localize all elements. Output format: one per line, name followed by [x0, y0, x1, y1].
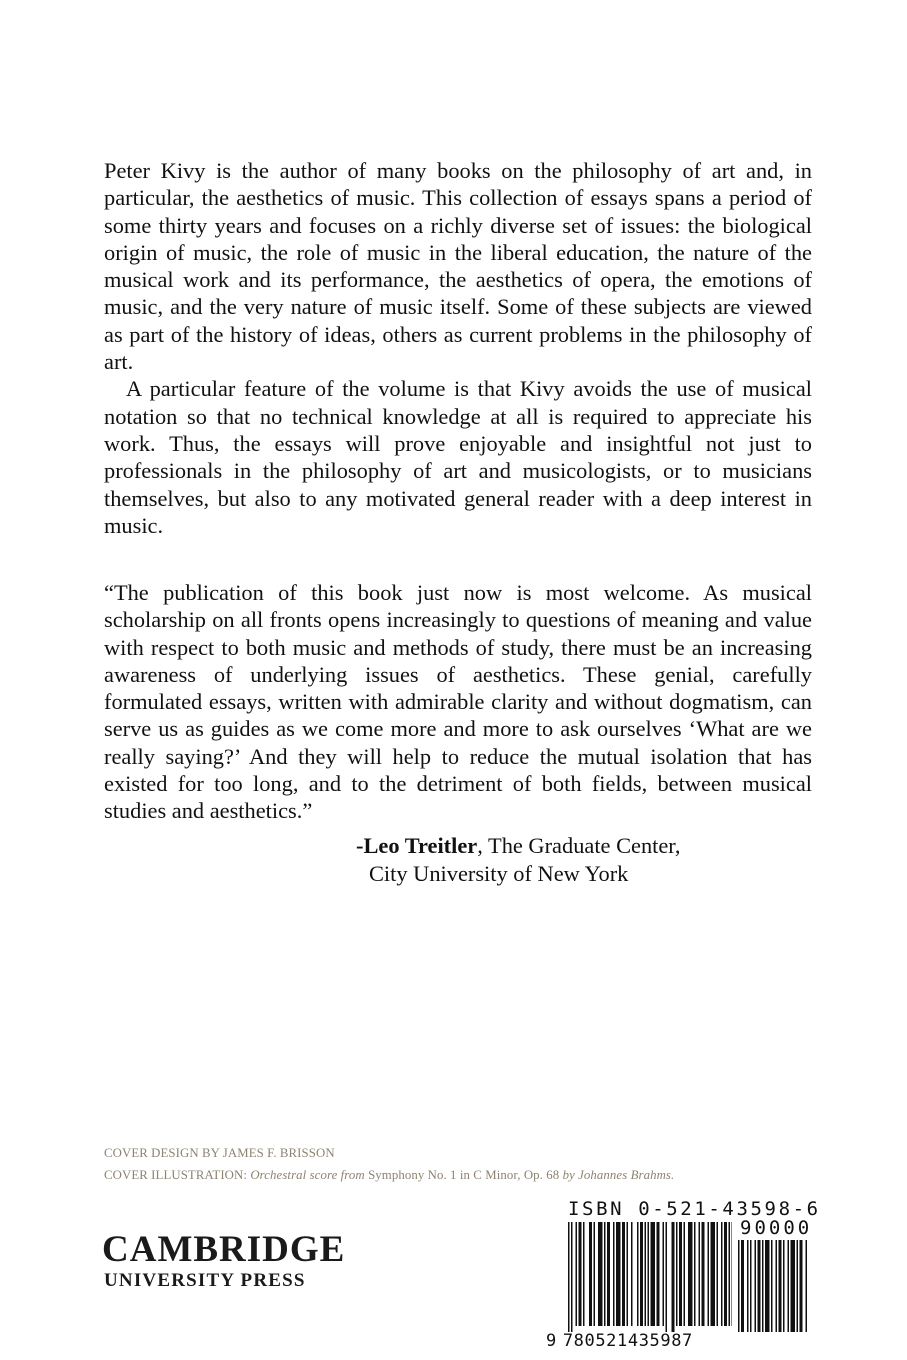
barcode-bar — [598, 1222, 603, 1326]
barcode-bar — [771, 1240, 773, 1332]
barcode-bar — [724, 1222, 727, 1326]
barcode-bar — [776, 1240, 778, 1332]
barcode-bar — [738, 1240, 740, 1332]
barcode-bar — [616, 1222, 621, 1326]
barcode-bar — [721, 1222, 723, 1326]
barcode-bar — [797, 1240, 799, 1332]
barcode-bar — [702, 1222, 705, 1326]
barcode-bar — [758, 1240, 761, 1332]
barcode-bar — [637, 1222, 639, 1326]
publisher-logo — [102, 1230, 345, 1292]
barcode-bar — [762, 1240, 764, 1332]
barcode-bar — [627, 1222, 629, 1326]
barcode-bar — [645, 1222, 647, 1326]
barcode-bar — [663, 1222, 665, 1326]
barcode-bar — [594, 1222, 596, 1326]
barcode-bar — [717, 1222, 719, 1326]
barcode-bar — [568, 1222, 570, 1332]
cover-credits — [104, 1142, 824, 1186]
barcode-bar — [576, 1222, 578, 1326]
cover-design-credit: COVER DESIGN BY JAMES F. BRISSON — [104, 1146, 335, 1160]
publisher-name: CAMBRIDGE — [102, 1229, 346, 1270]
barcode-bar — [688, 1222, 693, 1326]
description-paragraph-2: A particular feature of the volume is that Kivy avoids the use of musical notation so that no technical knowledge at all is required to appreciate his work. Thus, the essays will prove enjoyable and insightful not just to professionals in the philosophy of art and musicologists, or to musicians themselves, but also to any motivated general reader with a deep interest in music. — [104, 376, 812, 538]
reviewer-institution: City University of New York — [369, 861, 629, 886]
price-barcode — [738, 1240, 812, 1332]
barcode-bar — [708, 1222, 710, 1326]
price-code: 90000 — [740, 1217, 813, 1239]
reviewer-name: -Leo Treitler — [356, 833, 478, 858]
barcode-bar — [676, 1222, 678, 1326]
barcode-bar — [711, 1222, 716, 1326]
illustration-italic-2: by Johannes Brahms. — [562, 1168, 675, 1182]
review-quote: “The publication of this book just now is most welcome. As musical scholarship on all fronts opens increasingly to questions of meaning and value with respect to both music and methods of study, there must be an increasing awareness of underlying issues of aesthetics. These genial, carefully formulated essays, written with admirable clarity and without dogmatism, can serve us as guides as we come more and more to ask ourselves ‘What are we really saying?’ And they will help to reduce the mutual isolation that has existed for too long, and to the detriment of both fields, between musical studies and aesthetics.” — [104, 580, 812, 824]
barcode-bar — [783, 1240, 785, 1332]
barcode-bar — [666, 1222, 668, 1332]
barcode-bar — [604, 1222, 606, 1326]
barcode-bar — [648, 1222, 650, 1326]
publisher-subtitle: UNIVERSITY PRESS — [104, 1270, 306, 1291]
barcode-bar — [750, 1240, 752, 1332]
illustration-italic-1: Orchestral score from — [250, 1168, 365, 1182]
ean-number — [546, 1331, 693, 1351]
ean-first-digit: 9 — [546, 1331, 557, 1351]
barcode-bar — [672, 1222, 675, 1332]
barcode-bar — [788, 1240, 790, 1332]
barcode-bar — [613, 1222, 615, 1326]
isbn-barcode — [568, 1222, 732, 1332]
barcode-bar — [651, 1222, 656, 1326]
review-attribution — [356, 832, 680, 888]
barcode-bar — [806, 1240, 808, 1332]
cover-illustration-credit — [104, 1164, 824, 1186]
barcode-bar — [571, 1222, 573, 1332]
illustration-label: COVER ILLUSTRATION: — [104, 1168, 248, 1182]
barcode-bar — [755, 1240, 757, 1332]
barcode-bar — [589, 1222, 592, 1326]
reviewer-affiliation: , The Graduate Center, — [477, 833, 681, 858]
barcode-bar — [583, 1222, 585, 1326]
description-paragraph-1: Peter Kivy is the author of many books on the philosophy of art and, in particular, the aesthetics of music. This collection of essays spans a period of some thirty years and focuses on a richly diverse set of issues: the biological origin of music, the role of music in the liberal education, the nature of the musical work and its performance, the aesthetics of opera, the emotions of music, and the very nature of music itself. Some of these subjects are viewed as part of the history of ideas, others as current problems in the philosophy of art. — [104, 158, 812, 375]
book-description — [104, 157, 812, 539]
barcode-bar — [779, 1240, 782, 1332]
barcode-bar — [657, 1222, 660, 1326]
barcode-bar — [800, 1240, 803, 1332]
barcode-bar — [791, 1240, 796, 1332]
illustration-title: Symphony No. 1 in C Minor, Op. 68 — [368, 1168, 560, 1182]
barcode-bar — [699, 1222, 701, 1326]
barcode-bar — [679, 1222, 682, 1326]
barcode-bar — [607, 1222, 610, 1326]
barcode-bar — [579, 1222, 582, 1326]
barcode-bar — [747, 1240, 749, 1332]
barcode-bar — [741, 1240, 744, 1332]
barcode-bar — [631, 1222, 633, 1326]
barcode-bar — [729, 1222, 731, 1326]
barcode-bar — [684, 1222, 686, 1326]
barcode-bar — [622, 1222, 625, 1326]
isbn-label: ISBN 0-521-43598-6 — [568, 1198, 821, 1220]
ean-digits: 780521435987 — [562, 1331, 693, 1351]
barcode-bar — [732, 1222, 733, 1326]
barcode-bar — [765, 1240, 770, 1332]
barcode-bar — [694, 1222, 696, 1326]
barcode-bar — [640, 1222, 643, 1326]
